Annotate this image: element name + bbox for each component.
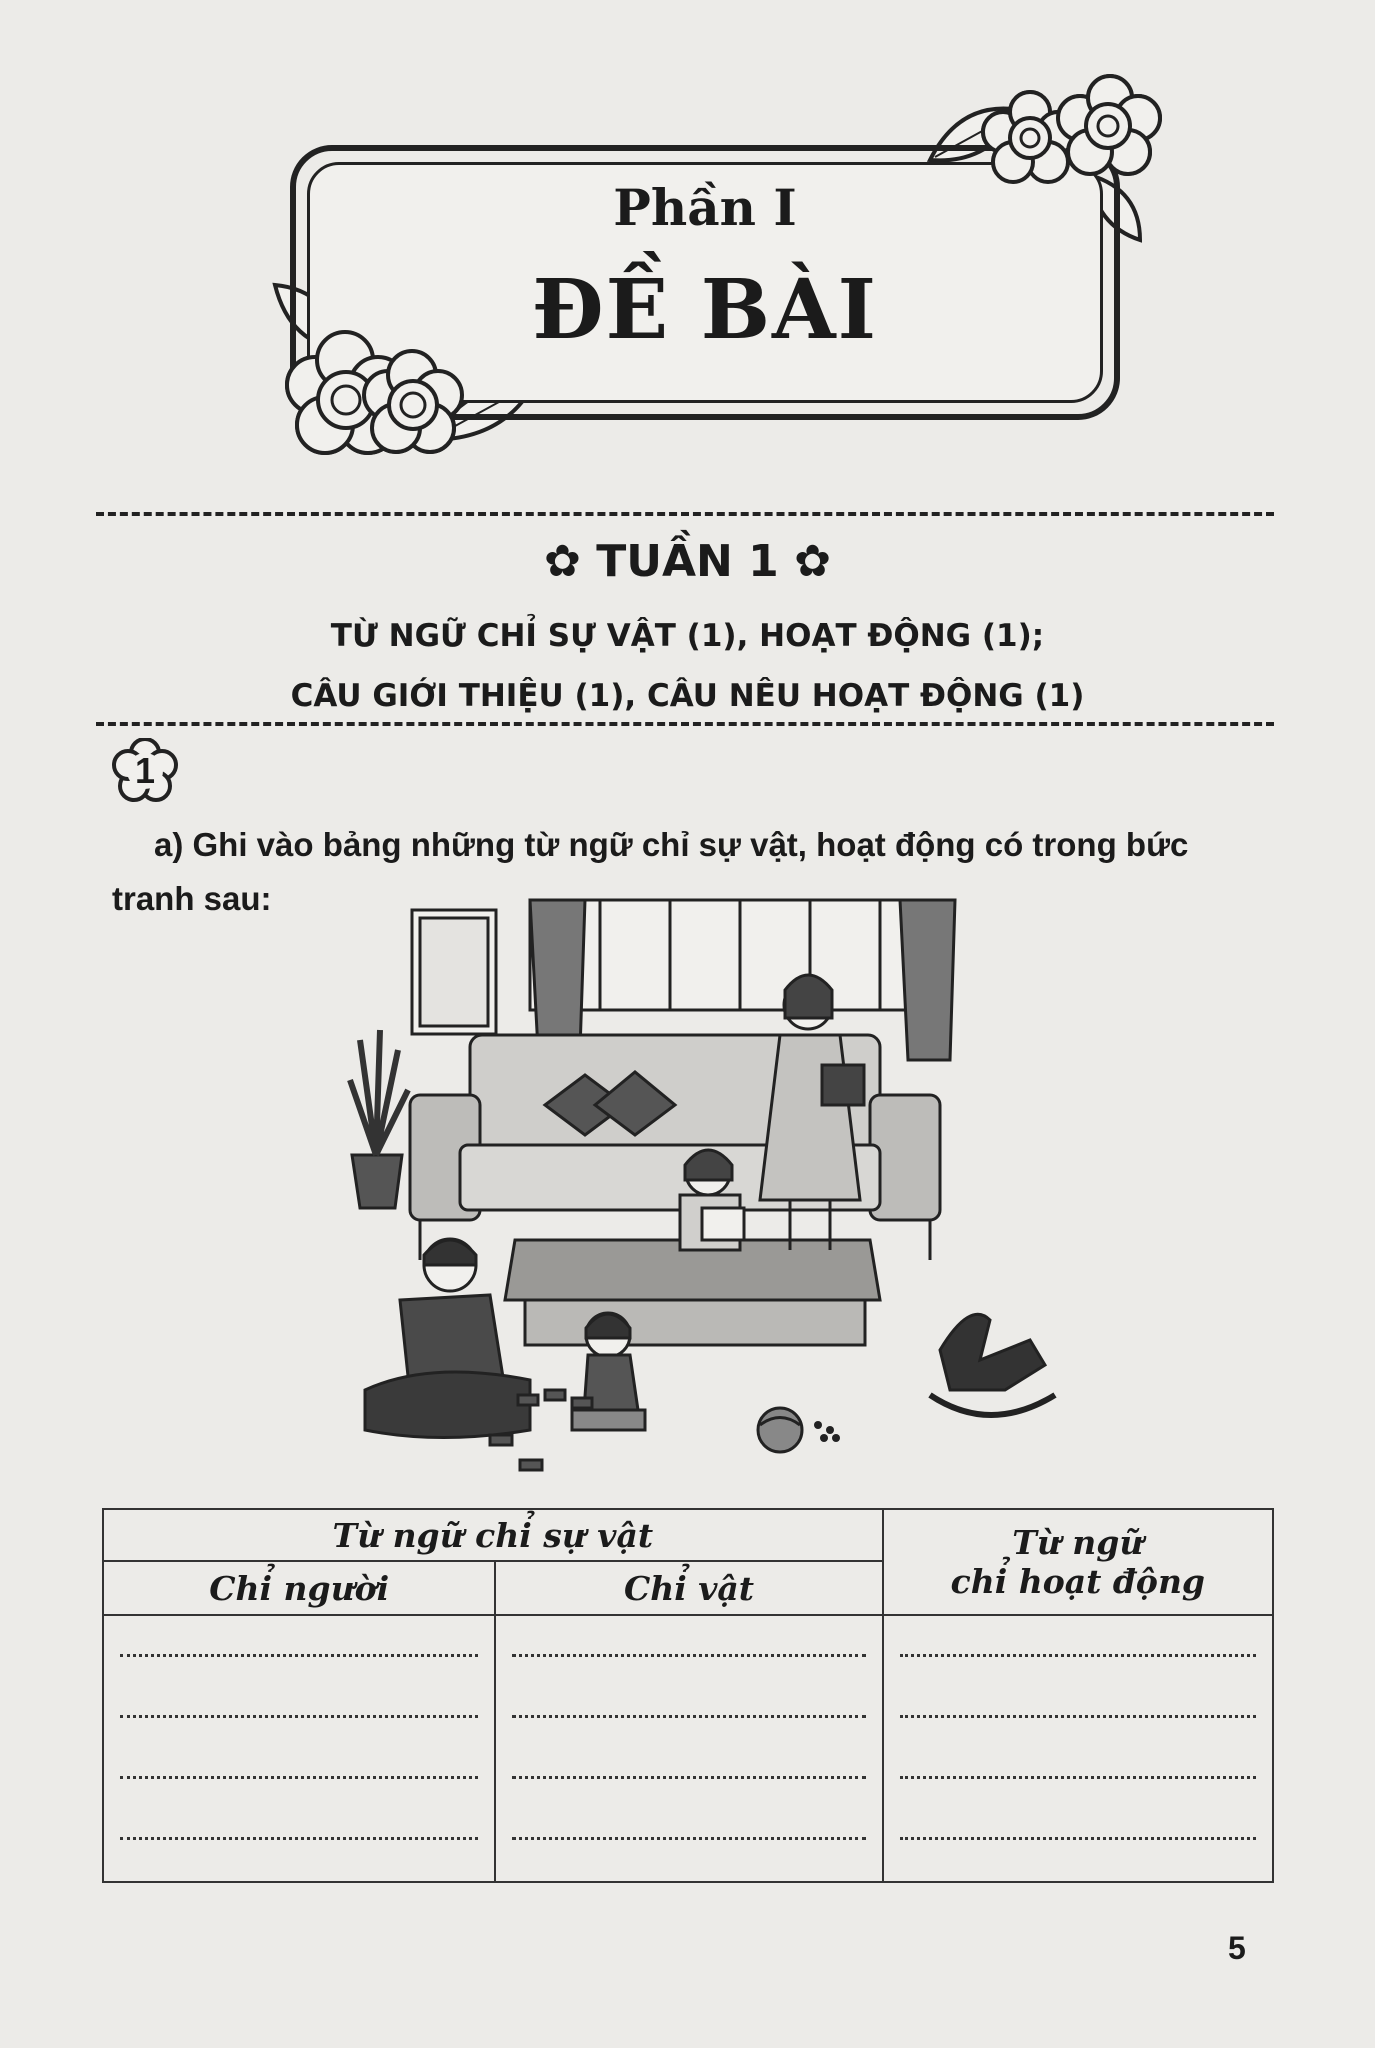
living-room-illustration: [340, 890, 1080, 1480]
section-divider-top: [96, 512, 1274, 516]
answer-cell-people[interactable]: [103, 1615, 495, 1882]
week-title: ✿ TUẦN 1 ✿: [544, 536, 831, 587]
part-title: ĐỀ BÀI: [531, 262, 878, 358]
exercise-number-badge: [112, 738, 178, 804]
page-number: 5: [1228, 1930, 1246, 1966]
answer-cell-actions[interactable]: [883, 1615, 1273, 1882]
header-objects: Chỉ vật: [495, 1561, 882, 1615]
instruction-line1: a) Ghi vào bảng những từ ngữ chỉ sự vật, hoạt động có trong bức: [154, 826, 1189, 863]
header-flower-overlay: [0, 0, 1375, 480]
header-people: Chỉ người: [103, 1561, 495, 1615]
exercise-number: 1: [134, 750, 156, 791]
part-label: Phần I: [613, 178, 797, 237]
header-action-words: Từ ngữ chỉ hoạt động: [883, 1509, 1273, 1615]
week-subtitle-line2: CÂU GIỚI THIỆU (1), CÂU NÊU HOẠT ĐỘNG (1): [290, 678, 1085, 714]
vocabulary-table: [102, 1508, 1274, 1883]
week-subtitle-line1: TỪ NGỮ CHỈ SỰ VẬT (1), HOẠT ĐỘNG (1);: [330, 618, 1045, 654]
header-things-words: Từ ngữ chỉ sự vật: [103, 1509, 883, 1561]
answer-cell-objects[interactable]: [495, 1615, 882, 1882]
instruction-line2: tranh sau:: [112, 880, 272, 917]
section-divider-bottom: [96, 722, 1274, 726]
